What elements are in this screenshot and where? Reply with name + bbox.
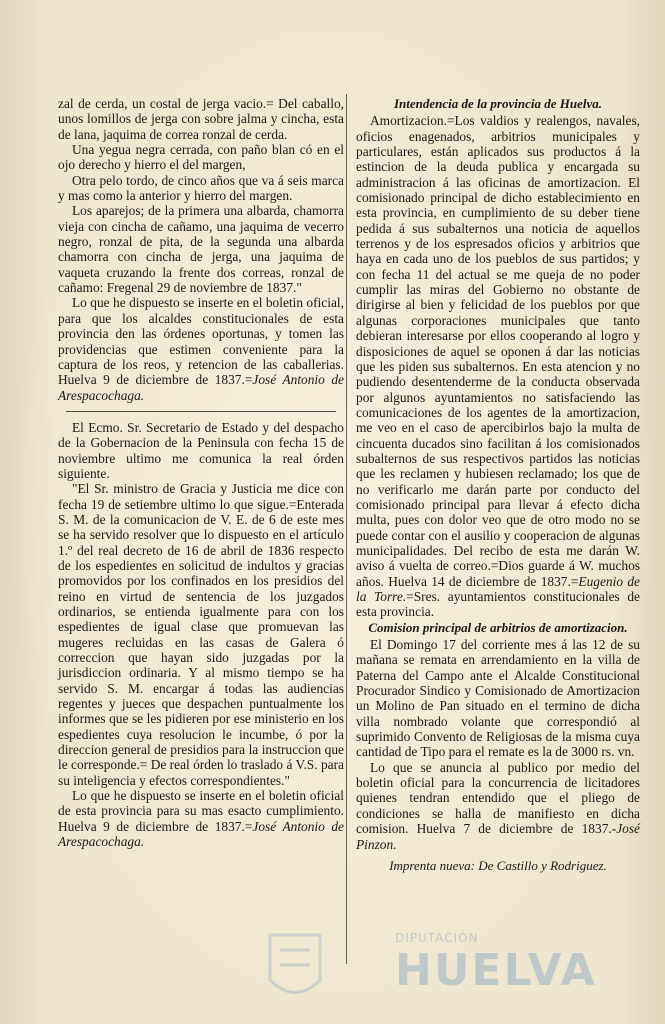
paragraph-text: Amortizacion.=Los valdios y realengos, navales, oficios enagenados, arbitrios municipales y particulares, están aplicados sus productos á la estincion de la deuda publica y encargada su administracion á las oficinas de amortizacion. El comisionado principal de dicho establecimiento en esta provincia, en cumplimiento de su deber tiene pedida á sus subalternos una noticia de aquellos terrenos y de los espresados oficios y arbitrios que haya en cada uno de los pueblos de sus partidos; y con fecha 11 del actual se me queja de no poder cumplir las miras del Gobierno no obstante de dirigirse al bien y felicidad de los pueblos por que algunas corporaciones municipales que tanto debieran interesarse por ellos cooperando al logro y disposiciones de aquel se oponen á dar las noticias que les piden sus subalternos. En esta atencion y no pudiendo desentenderme de la conducta observada por algunos ayuntamientos no satisfaciendo las comunicaciones de los agentes de la amortizacion, me veo en el caso de apercibirlos bajo la multa de cincuenta ducados sino facilitan á los comisionados subalternos de sus respectivos partidos las noticias que les reclamen y hubiesen reclamado; los que de no verificarlo me darán parte por conducto del comisionado principal para llevar á efecto dicha multa, pues con dolor veo que de otro modo no se puede contar con el ausilio y cooperacion de algunas municipalidades. Del recibo de esta me darán W. aviso á vuelta de correo.=Dios guarde á W. muchos años. Huelva 14 de diciembre de 1837.= (356, 113, 640, 589)
signature: José Antonio de Arespacochaga. (58, 372, 344, 403)
paragraph-text: Lo que he dispuesto se inserte en el boletin oficial de esta provincia para su mas esacto cumplimiento. Huelva 9 de diciembre de 1837.= (58, 788, 344, 834)
printer-imprint: Imprenta nueva: De Castillo y Rodriguez. (389, 857, 607, 873)
signature: Eugenio de la Torre. (356, 573, 640, 604)
paragraph (58, 295, 344, 402)
paragraph: El Domingo 17 del corriente mes á las 12 de su mañana se remata en arrendamiento en la villa de Paterna del Campo ante el Alcalde Constitucional Procurador Sindico y Comisionado de Amortizacion un Molino de Pan situado en el termino de dicha villa nombrado volante que correspondió al suprimido Convento de Religiosas de la misma cuya cantidad de Tipo para el remate es la de 3000 rs. vn. (356, 637, 640, 760)
signature: José Pinzon. (356, 821, 640, 852)
paragraph: "El Sr. ministro de Gracia y Justicia me dice con fecha 19 de setiembre ultimo lo que sigue.=Enterada S. M. de la comunicacion de V. E. de 6 de este mes se ha servido resolver que lo dispuesto en el artículo 1.º del real decreto de 16 de abril de 1836 respecto de los espedientes en solicitud de indultos y gracias promovidos por los confinados en los presidios del reino en virtud de sentencia de los juzgados ordinarios, se entienda igualmente para con los espedientes de igual clase que promuevan las mugeres recluidas en las casas de Galera ó correccion que hayan sido juzgadas por la jurisdiccion ordinaria. Y al mismo tiempo se ha servido S. M. encargar á todas las audiencias regentes y jueces que despachen puntualmente los informes que se les pidieren por ese ministerio en los espedientes cuya resolucion le incumbe, ó por la direccion general de presidios para la instruccion que le corresponde.= De real órden lo traslado á V.S. para su inteligencia y efectos correspondientes." (58, 481, 344, 788)
section-heading: Comision principal de arbitrios de amortizacion. (368, 619, 628, 635)
watermark-small-text: DIPUTACIÓN (395, 931, 479, 945)
paragraph: El Ecmo. Sr. Secretario de Estado y del despacho de la Gobernacion de la Peninsula con fecha 15 de noviembre ultimo me comunica la real órden siguiente. (58, 419, 344, 481)
paragraph: Otra pelo tordo, de cinco años que va á seis marca y mas como la anterior y hierro del margen. (58, 172, 344, 204)
paragraph (356, 760, 640, 852)
paragraph: Una yegua negra cerrada, con paño blan có en el ojo derecho y hierro el del margen, (58, 142, 344, 173)
column-divider (346, 94, 347, 964)
left-column (58, 96, 344, 850)
paragraph (356, 113, 640, 619)
paragraph-text: Lo que se anuncia al publico por medio del boletin oficial para la concurrencia de licitadores quienes tendran entendido que el pliego de condiciones se halla de manifiesto en dicha comision. Huelva 7 de diciembre de 1837.- (356, 759, 640, 837)
section-divider (66, 411, 336, 412)
paragraph (58, 788, 344, 849)
paragraph: zal de cerda, un costal de jerga vacio.= Del caballo, unos lomillos de jerga con sobre jalma y cincha, esta de lana, jaquima de correa ronzal de cerda. (58, 96, 344, 142)
section-heading: Intendencia de la provincia de Huelva. (394, 96, 602, 111)
paragraph-text: Lo que he dispuesto se inserte en el boletin oficial, para que los alcaldes constitucionales de esta provincia den las órdenes oportunas, y tomen las providencias que estimen conveniente para la captura de los reos, y retencion de las caballerias. Huelva 9 de diciembre de 1837.= (58, 295, 344, 388)
right-column (356, 96, 640, 873)
watermark-text: HUELVA (395, 945, 597, 996)
paragraph-text: =Sres. ayuntamientos constitucionales de esta provincia. (356, 589, 640, 620)
signature: José Antonio de Arespacochaga. (58, 818, 344, 850)
paragraph: Los aparejos; de la primera una albarda, chamorra vieja con cincha de cañamo, una jaquima de vecerro negro, ronzal de pita, de la segunda una albarda chamorra con cincha de jerga, una jaquima de vaqueta cruzando la frente dos correas, ronzal de cañamo: Fregenal 29 de noviembre de 1837." (58, 203, 344, 296)
